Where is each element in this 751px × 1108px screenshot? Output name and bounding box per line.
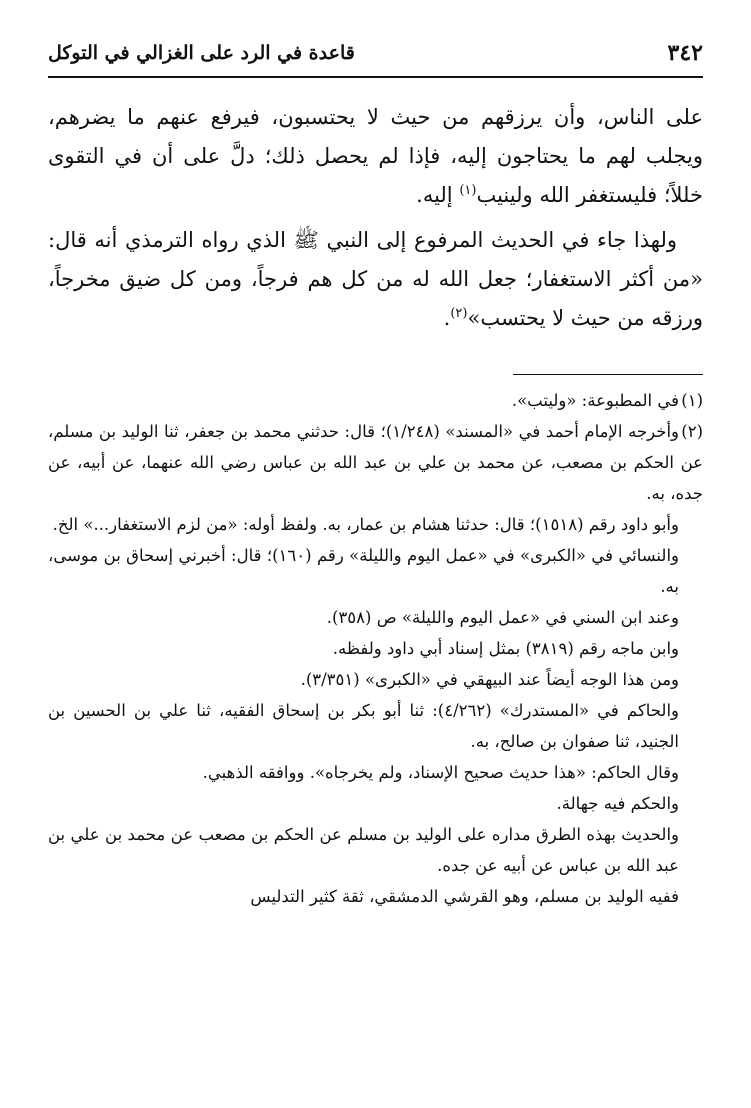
page-number: ٣٤٢ — [667, 40, 703, 66]
paragraph-2-end: . — [443, 306, 451, 330]
footnote-1-text: في المطبوعة: «وليتب». — [511, 391, 679, 410]
footnote-2-line: وأخرجه الإمام أحمد في «المسند» (١/٢٤٨)؛ قال: حدثني محمد بن جعفر، ثنا الوليد بن مسلم، عن الحكم بن مصعب، عن محمد بن علي بن عبد الله بن عباس رضي الله عنهما، عن أبيه، عن جده، به. — [48, 422, 703, 503]
footnote-2-line: ففيه الوليد بن مسلم، وهو القرشي الدمشقي، ثقة كثير التدليس — [250, 887, 679, 906]
page-header — [48, 32, 703, 78]
paragraph-1-end: إليه. — [416, 183, 460, 207]
book-page — [48, 32, 703, 912]
footnote-2-line: والحديث بهذه الطرق مداره على الوليد بن مسلم عن الحكم بن مصعب عن محمد بن علي بن عبد الله بن عباس عن أبيه عن جده. — [48, 825, 679, 875]
paragraph-1 — [48, 98, 703, 215]
footnote-2-line: وأبو داود رقم (١٥١٨)؛ قال: حدثنا هشام بن عمار، به. ولفظ أوله: «من لزم الاستغفار...» الخ. — [52, 515, 679, 534]
footnote-1-number: (١) — [681, 391, 703, 410]
footnote-separator — [513, 374, 703, 375]
footnote-2-line: وعند ابن السني في «عمل اليوم والليلة» ص (٣٥٨). — [326, 608, 679, 627]
footnote-2-line: والنسائي في «الكبرى» في «عمل اليوم والليلة» رقم (١٦٠)؛ قال: أخبرني إسحاق بن موسى، به. — [48, 546, 679, 596]
footnote-2-line: ومن هذا الوجه أيضاً عند البيهقي في «الكبرى» (٣/٣٥١). — [300, 670, 679, 689]
main-text — [48, 98, 703, 338]
footnote-2-line: والحاكم في «المستدرك» (٤/٢٦٢): ثنا أبو بكر بن إسحاق الفقيه، ثنا علي بن الحسين بن الجنيد، ثنا صفوان بن صالح، به. — [48, 701, 679, 751]
footnote-2-line: والحكم فيه جهالة. — [556, 794, 679, 813]
footnote-2-number: (٢) — [681, 422, 703, 441]
paragraph-1-text: على الناس، وأن يرزقهم من حيث لا يحتسبون، فيرفع عنهم ما يضرهم، ويجلب لهم ما يحتاجون إليه، فإذا لم يحصل ذلك؛ دلَّ على أن في التقوى خللاً؛ فليستغفر الله ولينيب — [48, 105, 703, 207]
running-title: قاعدة في الرد على الغزالي في التوكل — [48, 42, 355, 64]
paragraph-2-text: ولهذا جاء في الحديث المرفوع إلى النبي ﷺ الذي رواه الترمذي أنه قال: «من أكثر الاستغفار؛ جعل الله له من كل هم فرجاً، ومن كل ضيق مخرجاً، ورزقه من حيث لا يحتسب» — [48, 228, 703, 330]
footnote-2-line: وقال الحاكم: «هذا حديث صحيح الإسناد، ولم يخرجاه». ووافقه الذهبي. — [202, 763, 679, 782]
footnote-ref-1: (١) — [459, 183, 477, 198]
footnotes — [48, 385, 703, 912]
paragraph-2 — [48, 221, 703, 338]
footnote-2 — [48, 416, 703, 509]
footnote-ref-2: (٢) — [450, 306, 468, 321]
footnote-2-line: وابن ماجه رقم (٣٨١٩) بمثل إسناد أبي داود ولفظه. — [332, 639, 679, 658]
footnote-1 — [48, 385, 703, 416]
